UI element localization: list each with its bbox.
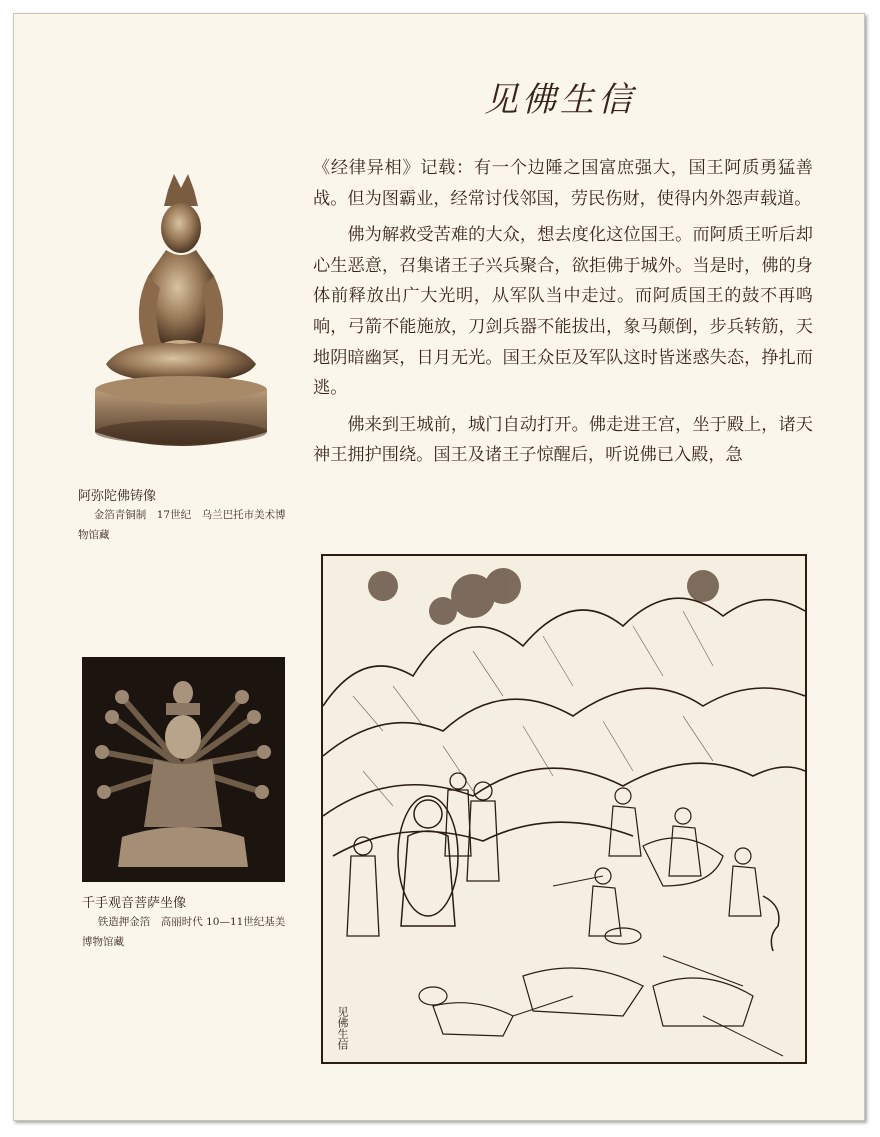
guanyin-statue-photo (82, 657, 285, 882)
illustration-seal-text: 见佛生信 (336, 1006, 349, 1050)
amitabha-statue-photo (86, 168, 276, 468)
paragraph-2: 佛为解救受苦难的大众，想去度化这位国王。而阿质王听后却心生恶意，召集诸王子兴兵聚合，欲拒佛于城外。当是时，佛的身体前释放出广大光明，从军队当中走过。而阿质国王的鼓不再鸣响，弓箭不能施放，刀剑兵器不能拔出，象马颠倒，步兵转筋，天地阴暗幽冥，日月无光。国王众臣及军队这时皆迷惑失态，挣扎而逃。 (313, 225, 813, 399)
page-title: 见佛生信 (484, 80, 636, 120)
paragraph-3: 佛来到王城前，城门自动打开。佛走进王宫，坐于殿上，诸天神王拥护围绕。国王及诸王子惊醒后，听说佛已入殿，急 (313, 414, 813, 466)
figure-1-caption-title: 阿弥陀佛铸像 (78, 489, 157, 504)
figure-1-caption-desc: 金箔青铜制 17世纪 乌兰巴托市美术博物馆藏 (78, 509, 286, 541)
figure-2-caption-title: 千手观音菩萨坐像 (82, 896, 187, 911)
woodblock-illustration (321, 554, 807, 1064)
paragraph-1: 《经律异相》记载：有一个边陲之国富庶强大，国王阿质勇猛善战。但为图霸业，经常讨伐邻国，劳民伤财，使得内外怨声载道。 (313, 158, 813, 209)
article-body (313, 153, 813, 471)
figure-2-caption-desc: 铁造押金箔 高丽时代 10—11世纪基美博物馆藏 (82, 916, 286, 948)
